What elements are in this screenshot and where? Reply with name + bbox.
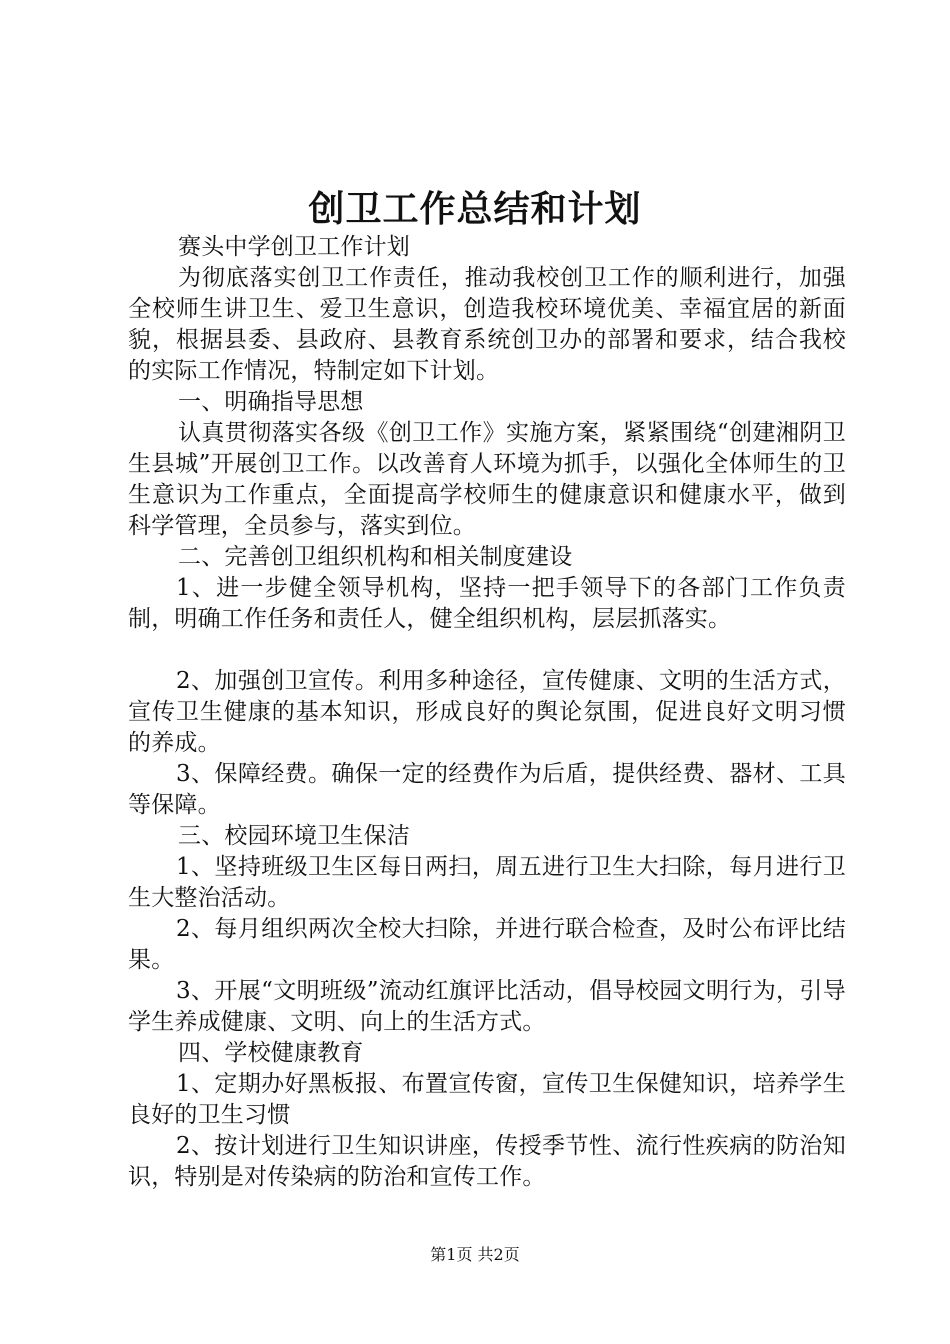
section-heading-1: 一、明确指导思想	[178, 389, 364, 415]
section-3-item-2: 2、每月组织两次全校大扫除，并进行联合检查，及时公布评比结果。	[128, 916, 846, 973]
section-4-item-2: 2、按计划进行卫生知识讲座，传授季节性、流行性疾病的防治知识，特别是对传染病的防治和宣传工作。	[128, 1133, 846, 1190]
intro-paragraph: 为彻底落实创卫工作责任，推动我校创卫工作的顺利进行，加强全校师生讲卫生、爱卫生意识，创造我校环境优美、幸福宜居的新面貌，根据县委、县政府、县教育系统创卫办的部署和要求，结合我校的实际工作情况，特制定如下计划。	[128, 265, 846, 384]
section-heading-4: 四、学校健康教育	[178, 1040, 364, 1066]
section-1-paragraph: 认真贯彻落实各级《创卫工作》实施方案，紧紧围绕“创建湘阴卫生县城”开展创卫工作。以改善育人环境为抓手，以强化全体师生的卫生意识为工作重点，全面提高学校师生的健康意识和健康水平，做到科学管理，全员参与，落实到位。	[128, 420, 846, 539]
document-title: 创卫工作总结和计划	[308, 188, 642, 230]
section-heading-2: 二、完善创卫组织机构和相关制度建设	[178, 544, 573, 570]
blank-line	[128, 635, 846, 666]
section-3-item-3: 3、开展“文明班级”流动红旗评比活动，倡导校园文明行为，引导学生养成健康、文明、向上的生活方式。	[128, 978, 846, 1035]
section-heading-3: 三、校园环境卫生保洁	[178, 823, 410, 849]
page-footer: 第1页 共2页	[430, 1245, 520, 1264]
section-2-item-2: 2、加强创卫宣传。利用多种途径，宣传健康、文明的生活方式，宣传卫生健康的基本知识，形成良好的舆论氛围，促进良好文明习惯的养成。	[128, 668, 846, 756]
section-2-item-1: 1、进一步健全领导机构，坚持一把手领导下的各部门工作负责制，明确工作任务和责任人，健全组织机构，层层抓落实。	[128, 575, 846, 632]
subtitle-paragraph: 赛头中学创卫工作计划	[178, 234, 410, 260]
section-4-item-1: 1、定期办好黑板报、布置宣传窗，宣传卫生保健知识，培养学生良好的卫生习惯	[128, 1071, 846, 1128]
section-2-item-3: 3、保障经费。确保一定的经费作为后盾，提供经费、器材、工具等保障。	[128, 761, 846, 818]
document-body	[128, 232, 846, 1193]
section-3-item-1: 1、坚持班级卫生区每日两扫，周五进行卫生大扫除，每月进行卫生大整治活动。	[128, 854, 846, 911]
